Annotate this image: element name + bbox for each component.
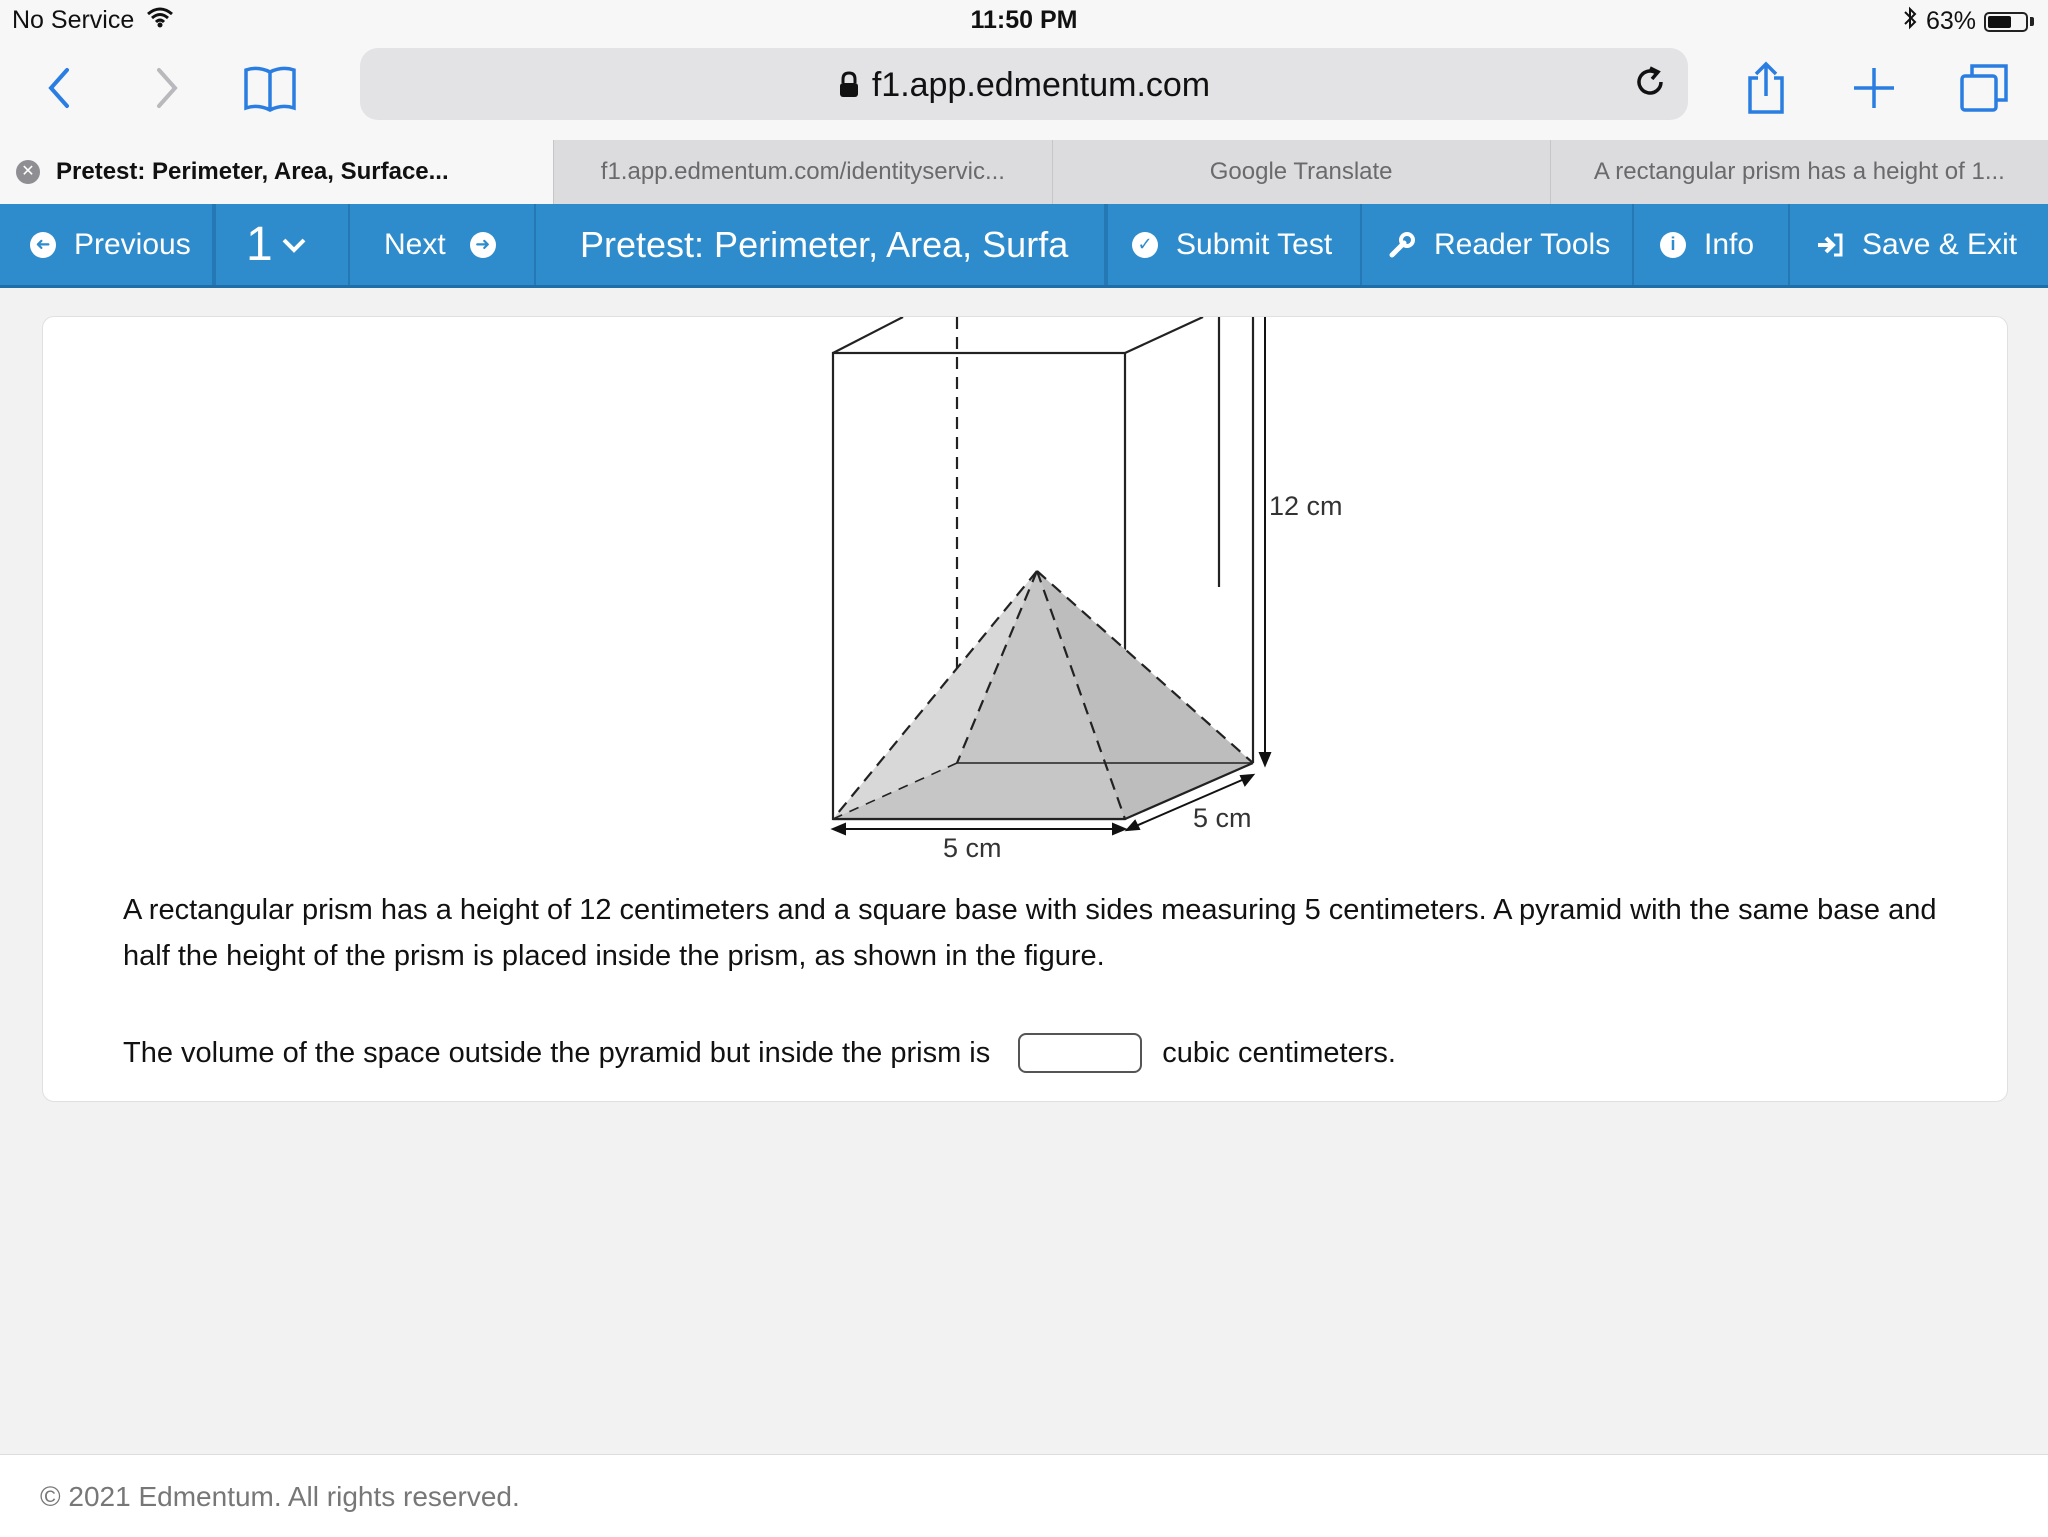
test-toolbar	[0, 204, 2048, 288]
reload-icon[interactable]	[1630, 62, 1670, 107]
test-title: Pretest: Perimeter, Area, Surfa	[536, 204, 1106, 285]
prompt-before: The volume of the space outside the pyramid but inside the prism is	[123, 1036, 991, 1069]
height-label: 12 cm	[1269, 491, 1343, 521]
next-label: Next	[384, 227, 446, 261]
bookmarks-icon[interactable]	[238, 56, 302, 120]
answer-line	[123, 1033, 1396, 1073]
reader-tools-label: Reader Tools	[1434, 227, 1611, 261]
check-circle-icon: ✓	[1132, 232, 1158, 258]
tab-search-result[interactable]	[1550, 140, 2048, 204]
browser-toolbar	[0, 42, 2048, 140]
tab-identity-service[interactable]	[553, 140, 1051, 204]
browser-tabs	[0, 140, 2048, 204]
prism-pyramid-figure	[783, 317, 1423, 877]
chevron-down-icon	[281, 236, 307, 254]
battery-percent: 63%	[1925, 7, 1976, 35]
back-icon[interactable]	[28, 56, 92, 120]
prism-drawing	[833, 317, 1253, 819]
copyright-text: © 2021 Edmentum. All rights reserved.	[40, 1481, 520, 1512]
tabs-overview-icon[interactable]	[1952, 56, 2016, 120]
battery-fill	[1988, 16, 2011, 28]
close-tab-icon[interactable]: ✕	[16, 160, 40, 184]
tab-label: f1.app.edmentum.com/identityservic...	[600, 158, 1005, 185]
wrench-icon	[1388, 231, 1416, 259]
arrow-right-circle-icon: ➜	[470, 232, 496, 258]
reader-tools-button[interactable]	[1362, 204, 1634, 285]
submit-test-button[interactable]	[1106, 204, 1362, 285]
previous-label: Previous	[74, 227, 191, 261]
status-right	[1902, 6, 2034, 37]
next-button[interactable]	[350, 204, 536, 285]
tab-label: Pretest: Perimeter, Area, Surface...	[56, 158, 449, 185]
clock: 11:50 PM	[970, 6, 1078, 34]
tab-label: Google Translate	[1209, 158, 1393, 185]
tab-label: A rectangular prism has a height of 1...	[1593, 158, 2005, 185]
sign-out-icon	[1816, 232, 1844, 258]
footer	[0, 1454, 2048, 1537]
status-bar	[0, 0, 2048, 42]
question-number-select[interactable]	[214, 204, 350, 285]
width-label: 5 cm	[943, 833, 1002, 863]
forward-icon[interactable]	[134, 56, 198, 120]
answer-input[interactable]	[1018, 1033, 1142, 1073]
prompt-after: cubic centimeters.	[1162, 1036, 1396, 1069]
save-exit-button[interactable]	[1790, 204, 2018, 285]
question-number: 1	[246, 218, 273, 271]
share-icon[interactable]	[1734, 56, 1798, 120]
url-text: f1.app.edmentum.com	[871, 66, 1211, 104]
address-bar[interactable]	[360, 48, 1688, 120]
previous-button[interactable]	[0, 204, 214, 285]
battery-nub	[2030, 17, 2034, 26]
bluetooth-icon	[1902, 6, 1918, 37]
info-button[interactable]	[1634, 204, 1790, 285]
arrow-left-circle-icon: ➜	[30, 232, 56, 258]
new-tab-icon[interactable]	[1842, 56, 1906, 120]
save-exit-label: Save & Exit	[1862, 227, 2018, 261]
info-label: Info	[1704, 227, 1755, 261]
submit-label: Submit Test	[1176, 227, 1333, 261]
url-display	[360, 66, 1688, 105]
question-text: A rectangular prism has a height of 12 centimeters and a square base with sides measuring 5 centimeters. A pyramid with the same base and half the height of the prism is placed inside the prism, as shown in the figure.	[123, 894, 1937, 972]
question-card	[42, 316, 2008, 1102]
lock-icon	[838, 66, 872, 104]
tab-google-translate[interactable]	[1052, 140, 1550, 204]
tab-pretest[interactable]	[0, 140, 553, 204]
carrier-label: No Service	[12, 6, 135, 34]
depth-label: 5 cm	[1193, 803, 1252, 833]
battery-icon	[1984, 12, 2028, 32]
info-icon: i	[1660, 232, 1686, 258]
